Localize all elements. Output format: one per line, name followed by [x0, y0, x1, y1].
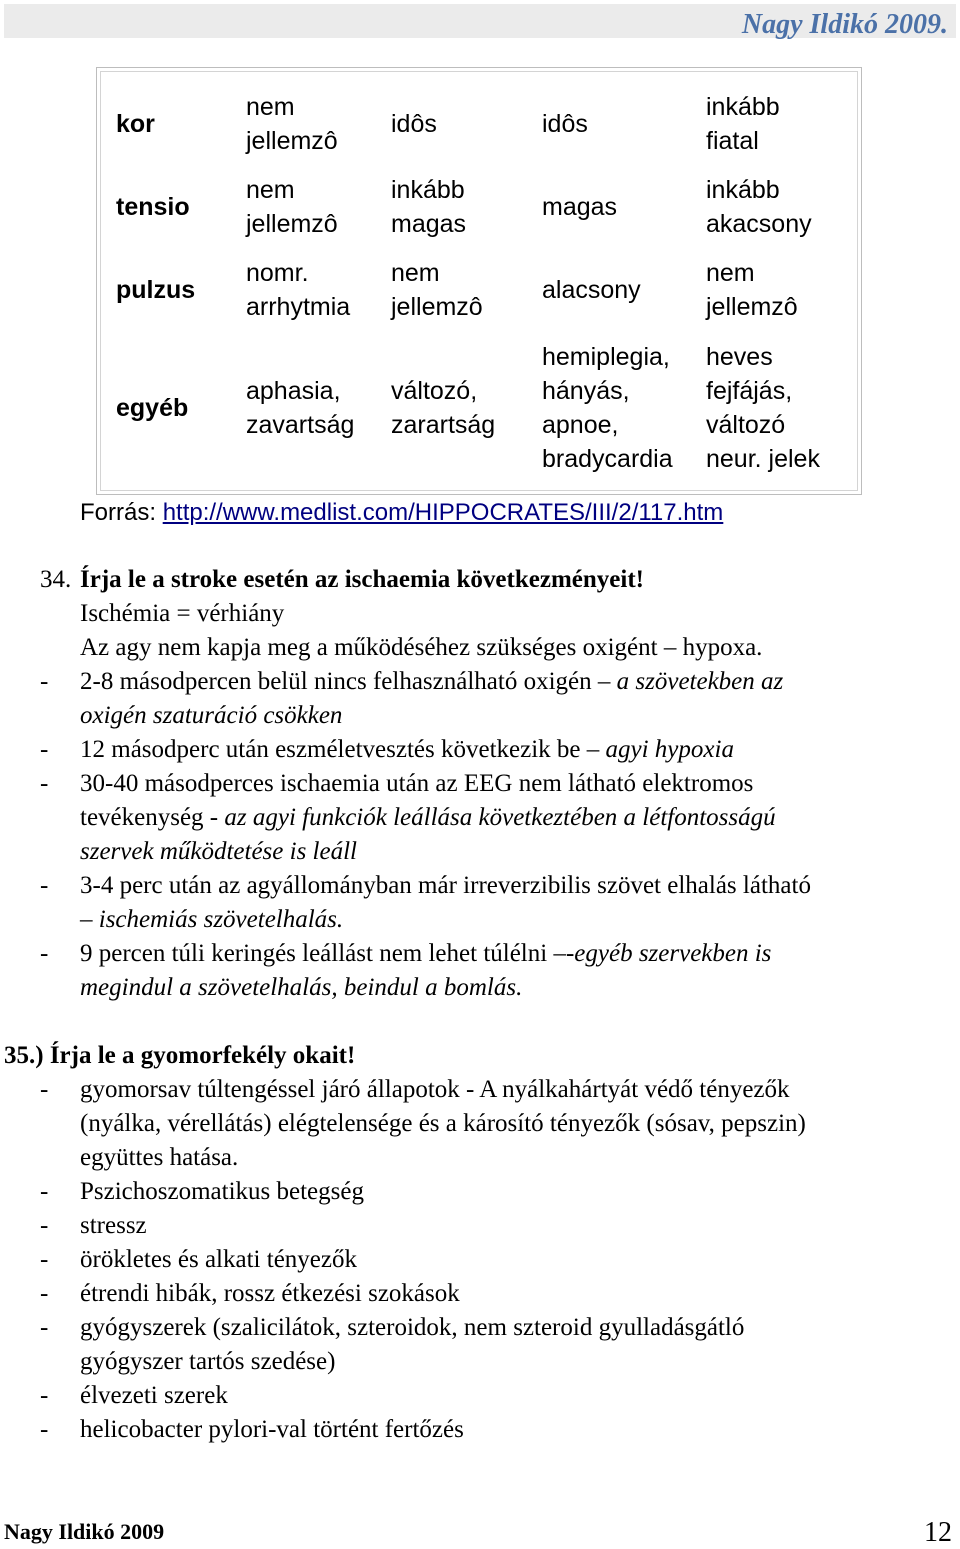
list-item-continuation: megindul a szövetelhalás, beindul a bomlás. [80, 974, 523, 1001]
list-item: helicobacter pylori-val történt fertőzés [80, 1416, 464, 1443]
bullet-dash: - [40, 1382, 49, 1409]
table-cell: hemiplegia, hányás, apnoe, bradycardia [542, 343, 673, 473]
bullet-dash: - [40, 1280, 49, 1307]
list-item [80, 733, 734, 767]
page-header [4, 4, 956, 38]
bullet-dash: - [40, 940, 49, 967]
item-italic: az agyi funkciók leállása következtében a létfontosságú [224, 804, 776, 831]
table-cell: nem jellemzô [246, 176, 338, 238]
item-text: 2-8 másodpercen belül nincs felhasználható oxigén – [80, 668, 617, 695]
list-item: stressz [80, 1212, 147, 1239]
bullet-dash: - [40, 1314, 49, 1341]
question-34-title: Írja le a stroke esetén az ischaemia következményeit! [80, 566, 644, 593]
bullet-dash: - [40, 1212, 49, 1239]
list-item: gyógyszerek (szalicilátok, szteroidok, nem szteroid gyulladásgátló [80, 1314, 745, 1341]
table-row-label-pulzus: pulzus [116, 276, 196, 304]
list-item: 30-40 másodperces ischaemia után az EEG nem látható elektromos [80, 770, 754, 797]
bullet-dash: - [40, 770, 49, 797]
table-cell: inkább fiatal [706, 93, 780, 155]
list-item-continuation [80, 903, 343, 937]
list-item-continuation: együttes hatása. [80, 1144, 239, 1171]
brain-oxygen-sentence: Az agy nem kapja meg a működéséhez szükséges oxigént – hypoxa. [80, 634, 763, 661]
bullet-dash: - [40, 736, 49, 763]
table-cell: változó, zarartság [391, 377, 496, 439]
table-cell: aphasia, zavartság [246, 377, 355, 439]
list-item: Pszichoszomatikus betegség [80, 1178, 364, 1205]
item-text: tevékenység - [80, 804, 225, 831]
item-text: 9 percen túli keringés leállást nem lehet túlélni –- [80, 940, 575, 967]
list-item-continuation: szervek működtetése is leáll [80, 838, 357, 865]
table-row-label-kor: kor [116, 110, 155, 138]
bullet-dash: - [40, 668, 49, 695]
list-item: örökletes és alkati tényezők [80, 1246, 357, 1273]
bullet-dash: - [40, 1246, 49, 1273]
source-link[interactable]: http://www.medlist.com/HIPPOCRATES/III/2/117.htm [162, 499, 724, 526]
item-italic: a szövetekben az [616, 668, 784, 695]
footer-author: Nagy Ildikó 2009 [4, 1519, 165, 1544]
table-cell: nem jellemzô [706, 259, 798, 321]
table-cell: nem jellemzô [246, 93, 338, 155]
table-cell: inkább akacsony [706, 176, 812, 238]
table-cell: idôs [391, 110, 437, 138]
item-italic: egyéb szervekben is [574, 940, 772, 967]
ischemia-definition: Ischémia = vérhiány [80, 600, 285, 627]
source-prefix: Forrás: [80, 499, 163, 526]
list-item-continuation: oxigén szaturáció csökken [80, 702, 343, 729]
table-cell: nem jellemzô [391, 259, 483, 321]
item-text: – [80, 906, 99, 933]
table-cell: nomr. arrhytmia [246, 259, 351, 321]
item-italic: ischemiás szövetelhalás. [98, 906, 344, 933]
table-cell: magas [542, 193, 618, 221]
table-cell: idôs [542, 110, 588, 138]
item-italic: agyi hypoxia [605, 736, 734, 763]
bullet-dash: - [40, 1178, 49, 1205]
list-item-continuation: (nyálka, vérellátás) elégtelensége és a károsító tényezők (sósav, pepszin) [80, 1110, 806, 1137]
table-row-label-egyeb: egyéb [116, 394, 189, 422]
item-text: 12 másodperc után eszméletvesztés következik be – [80, 736, 606, 763]
table-cell: heves fejfájás, változó neur. jelek [706, 343, 820, 473]
list-item: étrendi hibák, rossz étkezési szokások [80, 1280, 460, 1307]
bullet-dash: - [40, 1076, 49, 1103]
list-item [80, 937, 771, 971]
list-item-continuation [80, 801, 776, 835]
source-line [80, 496, 723, 530]
list-item: élvezeti szerek [80, 1382, 228, 1409]
list-item-continuation: gyógyszer tartós szedése) [80, 1348, 336, 1375]
header-title: Nagy Ildikó 2009. [741, 9, 948, 40]
question-34-number: 34. [40, 566, 72, 593]
table-cell: inkább magas [391, 176, 467, 238]
list-item: 3-4 perc után az agyállományban már irreverzibilis szövet elhalás látható [80, 872, 811, 899]
page-number: 12 [924, 1517, 952, 1548]
bullet-dash: - [40, 1416, 49, 1443]
table-cell: alacsony [542, 276, 641, 304]
table-row-label-tensio: tensio [116, 193, 190, 221]
question-35-title: 35.) Írja le a gyomorfekély okait! [4, 1042, 356, 1069]
list-item: gyomorsav túltengéssel járó állapotok - A nyálkahártyát védő tényezők [80, 1076, 790, 1103]
list-item [80, 665, 783, 699]
bullet-dash: - [40, 872, 49, 899]
